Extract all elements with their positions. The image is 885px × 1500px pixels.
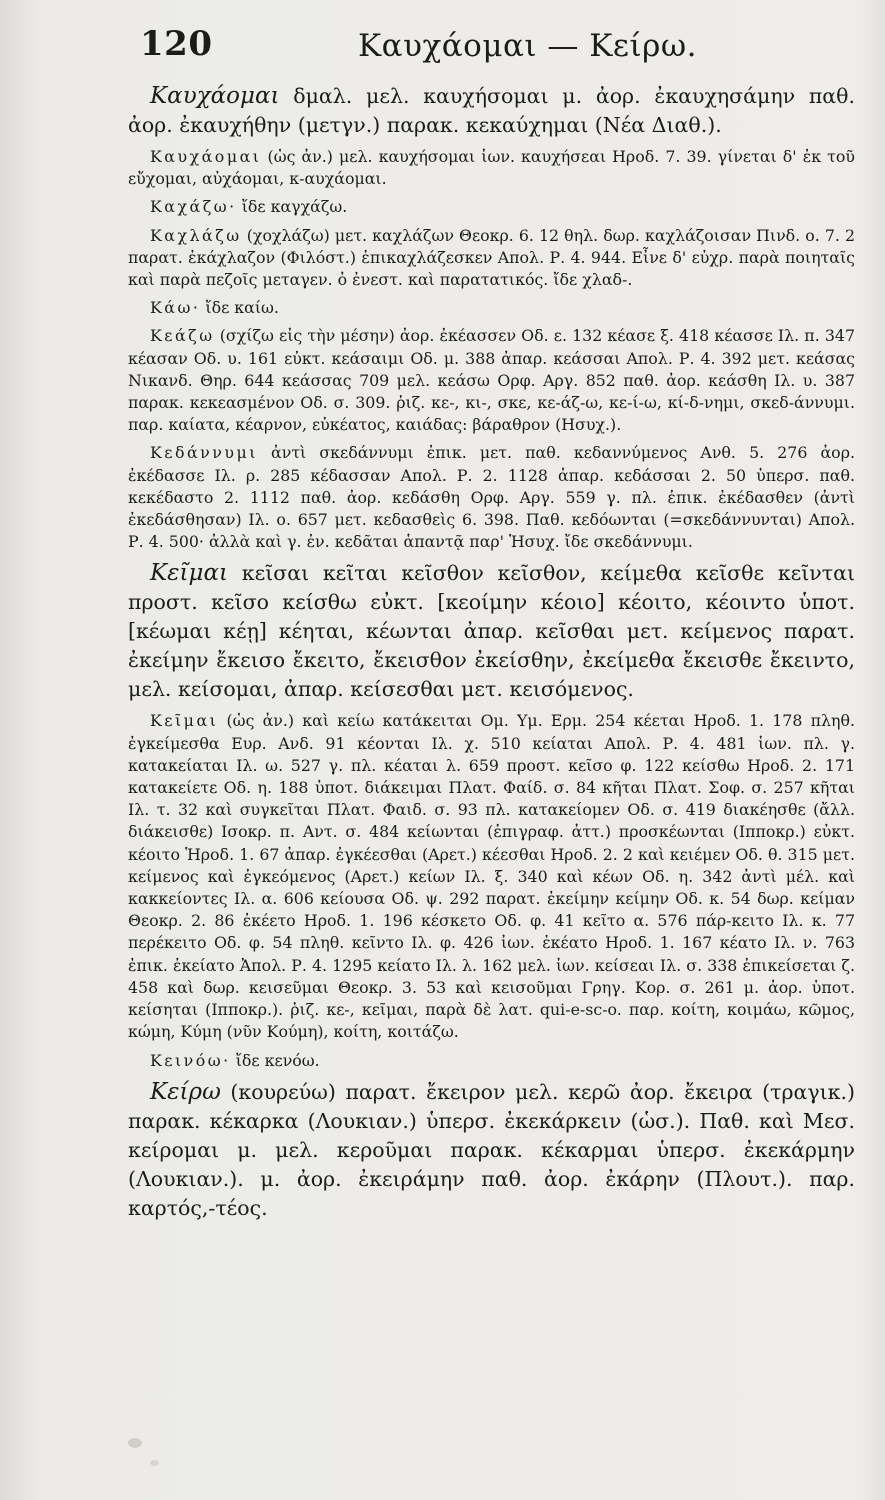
subentry-lemma: Καυχάομαι <box>150 147 262 166</box>
paper-stain <box>128 1438 142 1448</box>
subentry-text: (ὡς ἀν.) μελ. καυχήσομαι ἰων. καυχήσεαι Ηροδ. 7. 39. γίνεται δ' ἐκ τοῦ εὔχομαι, αὐχάομαι, κ-αυχάομαι. <box>128 147 855 189</box>
entry-lemma: Καυχάομαι <box>150 83 280 109</box>
subentry-text: ἴδε κενόω. <box>230 1050 320 1070</box>
entry-text: (κουρεύω) παρατ. ἔκειρον μελ. κερῶ ἀορ. ἔκειρα (τραγικ.) παρακ. κέκαρκα (Λουκιαν.) ὑπερσ. ἐκεκάρκειν (ὡσ.). Παθ. καὶ Μεσ. κείρομαι μ. μελ. κεροῦμαι παρακ. κέκαρμαι ὑπερσ. ἐκεκάρμην (Λουκιαν.). μ. ἀορ. ἐκειράμην παθ. ἀορ. ἐκάρην (Πλουτ.). παρ. καρτός,-τέος. <box>128 1079 855 1220</box>
subentry-text: ἴδε καίω. <box>200 298 279 318</box>
entry-keimai <box>128 559 855 704</box>
subentry-keazo <box>128 325 855 436</box>
subentry-lemma: Καχάζω· <box>150 197 237 217</box>
subentry-lemma: Κεῖμαι <box>150 711 219 731</box>
subentry-text: (χοχλάζω) μετ. καχλάζων Θεοκρ. 6. 12 θηλ. δωρ. καχλάζοισαν Πινδ. ο. 7. 2 παρατ. ἐκάχλαζον (Φιλόστ.) ἐπικαχλάζεσκεν Απολ. Ρ. 4. 944. Εἶνε δ' εὐχρ. παρὰ ποιηταῖς καὶ παρὰ πεζοῖς μεταγεν. ὁ ἐνεστ. καὶ παρατατικός. ἴδε χλαδ-. <box>128 225 855 290</box>
subentry-kao <box>128 297 855 319</box>
subentry-kauchaomai <box>128 146 855 190</box>
subentry-kachazo <box>128 196 855 218</box>
entry-text: κεῖσαι κεῖται κεῖσθον κεῖσθον, κείμεθα κεῖσθε κεῖνται προστ. κεῖσο κείσθω εὐκτ. [κεοίμην κέοιο] κέοιτο, κέοιντο ὑποτ. [κέωμαι κέῃ] κέηται, κέωνται ἀπαρ. κεῖσθαι μετ. κείμενος παρατ. ἐκείμην ἔκεισο ἔκειτο, ἔκεισθον ἐκείσθην, ἐκείμεθα ἔκεισθε ἔκειντο, μελ. κείσομαι, ἀπαρ. κείσεσθαι μετ. κεισόμενος. <box>128 561 855 702</box>
entry-lemma: Κεῖμαι <box>150 560 229 587</box>
subentry-kedannymi <box>128 442 855 553</box>
page-header <box>128 18 855 74</box>
subentry-lemma: Κάω· <box>150 298 201 318</box>
entry-keiro <box>128 1078 855 1223</box>
entry-text: δμαλ. μελ. καυχήσομαι μ. ἀορ. ἐκαυχησάμην παθ. ἀορ. ἐκαυχήθην (μετγν.) παρακ. κεκαύχημαι (Νέα Διαθ.). <box>128 84 855 137</box>
subentry-kachlazo <box>128 225 855 292</box>
subentry-text: (ὡς ἀν.) καὶ κείω κατάκειται Ομ. Υμ. Ερμ. 254 κέεται Ηροδ. 1. 178 πληθ. ἐγκείμεσθα Ευρ. Ανδ. 91 κέονται Ιλ. χ. 510 κείαται Απολ. Ρ. 4. 481 ἰων. πλ. γ. κατακείαται Ιλ. ω. 527 γ. πλ. κέαται λ. 659 προστ. κεῖσο φ. 122 κείσθω Ηροδ. 2. 171 κατακείετε Οδ. η. 188 ὑποτ. διάκειμαι Πλατ. Φαίδ. σ. 84 κῆται Πλατ. Σοφ. σ. 257 κῆται Ιλ. τ. 32 καὶ συγκεῖται Πλατ. Φαιδ. σ. 93 πλ. κατακείομεν Οδ. σ. 419 διακέησθε (ἄλλ. διάκεισθε) Ισοκρ. π. Αντ. σ. 484 κείωνται (ἐπιγραφ. ἀττ.) προσκέωνται (Ιπποκρ.) εὐκτ. κέοιτο Ἡροδ. 1. 67 ἀπαρ. ἐγκέεσθαι (Αρετ.) κέεσθαι Ηροδ. 2. 2 καὶ κειέμεν Οδ. θ. 315 μετ. κείμενος καὶ ἐγκεόμενος (Αρετ.) κείων Ιλ. ξ. 340 καὶ κέων Οδ. η. 342 ἀντὶ μέλ. καὶ κακκείοντες Ιλ. α. 606 κείουσα Οδ. ψ. 292 παρατ. ἐκείμην κείμην Οδ. κ. 54 δωρ. κείμαν Θεοκρ. 2. 86 ἐκέετο Ηροδ. 1. 196 κέσκετο Οδ. φ. 41 κεῖτο α. 576 πάρ-κειτο Ιλ. κ. 77 περέκειτο Οδ. φ. 54 πληθ. κεῖντο Ιλ. φ. 426 ἰων. ἐκέατο Ηροδ. 1. 167 κέατο Ιλ. ν. 763 ἐπικ. ἐκείατο Ἀπολ. Ρ. 4. 1295 κείατο Ιλ. λ. 162 μελ. ἰων. κείσεαι Ιλ. σ. 338 ἐπικείσεται ζ. 458 καὶ δωρ. κεισεῦμαι Θεοκρ. 3. 53 καὶ κεισοῦμαι Γρηγ. Κορ. σ. 261 μ. ἀορ. ὑποτ. κείσηται (Ιπποκρ.). ῥιζ. κε-, κεῖμαι, παρὰ δὲ λατ. qui-e-sc-o. παρ. κοίτη, κοιμάω, κῶμος, κώμη, Κύμη (νῦν Κούμη), κοίτη, κοιτάζω. <box>128 711 855 1042</box>
subentry-text: (σχίζω εἰς τὴν μέσην) ἀορ. ἐκέασσεν Οδ. ε. 132 κέασε ξ. 418 κέασσε Ιλ. π. 347 κέασαν Οδ. υ. 161 εὐκτ. κεάσαιμι Οδ. μ. 388 ἀπαρ. κεάσσαι Απολ. Ρ. 4. 392 μετ. κεάσας Νικανδ. Θηρ. 644 κεάσσας 709 μελ. κεάσω Ορφ. Αργ. 852 παθ. ἀορ. κεάσθη Ιλ. υ. 387 παρακ. κεκεασμένον Οδ. σ. 309. ῥιζ. κε-, κι-, σκε, κε-άζ-ω, κε-ί-ω, κί-δ-νημι, σκεδ-άννυμι. παρ. καίατα, κέαρνον, εὐκέατος, καιάδας: βάραθρον (Ησυχ.). <box>128 326 855 435</box>
subentry-lemma: Καχλάζω <box>150 225 242 245</box>
subentry-text: ἀντὶ σκεδάννυμι ἐπικ. μετ. παθ. κεδαννύμενος Ανθ. 5. 276 ἀορ. ἐκέδασσε Ιλ. ρ. 285 κέδασσαν Απολ. Ρ. 2. 1128 ἀπαρ. κεδάσσαι 2. 50 ὑπερσ. παθ. κεκέδαστο 2. 1112 παθ. ἀορ. κεδάσθη Ορφ. Αργ. 559 γ. πλ. ἐπικ. ἐκέδασθεν (ἀντὶ ἐκεδάσθησαν) Ιλ. ο. 657 μετ. κεδασθεὶς 6. 398. Παθ. κεδόωνται (=σκεδάννυνται) Απολ. Ρ. 4. 500· ἀλλὰ καὶ γ. ἐν. κεδᾶται ἁπαντᾷ παρ' Ἡσυχ. ἴδε σκεδάννυμι. <box>128 443 855 552</box>
subentry-keinoo <box>128 1050 855 1072</box>
page-number: 120 <box>140 24 213 64</box>
running-head: Καυχάομαι — Κείρω. <box>358 28 697 64</box>
subentry-lemma: Κεάζω <box>150 326 215 346</box>
subentry-lemma: Κεινόω· <box>150 1050 231 1070</box>
paper-stain <box>150 1460 159 1466</box>
dictionary-content <box>128 82 855 1223</box>
subentry-lemma: Κεδάννυμι <box>150 443 258 463</box>
subentry-text: ἴδε καγχάζω. <box>236 197 348 217</box>
subentry-keimai <box>128 710 855 1043</box>
entry-lemma: Κείρω <box>150 1078 221 1105</box>
entry-kauchaomai <box>128 82 855 140</box>
